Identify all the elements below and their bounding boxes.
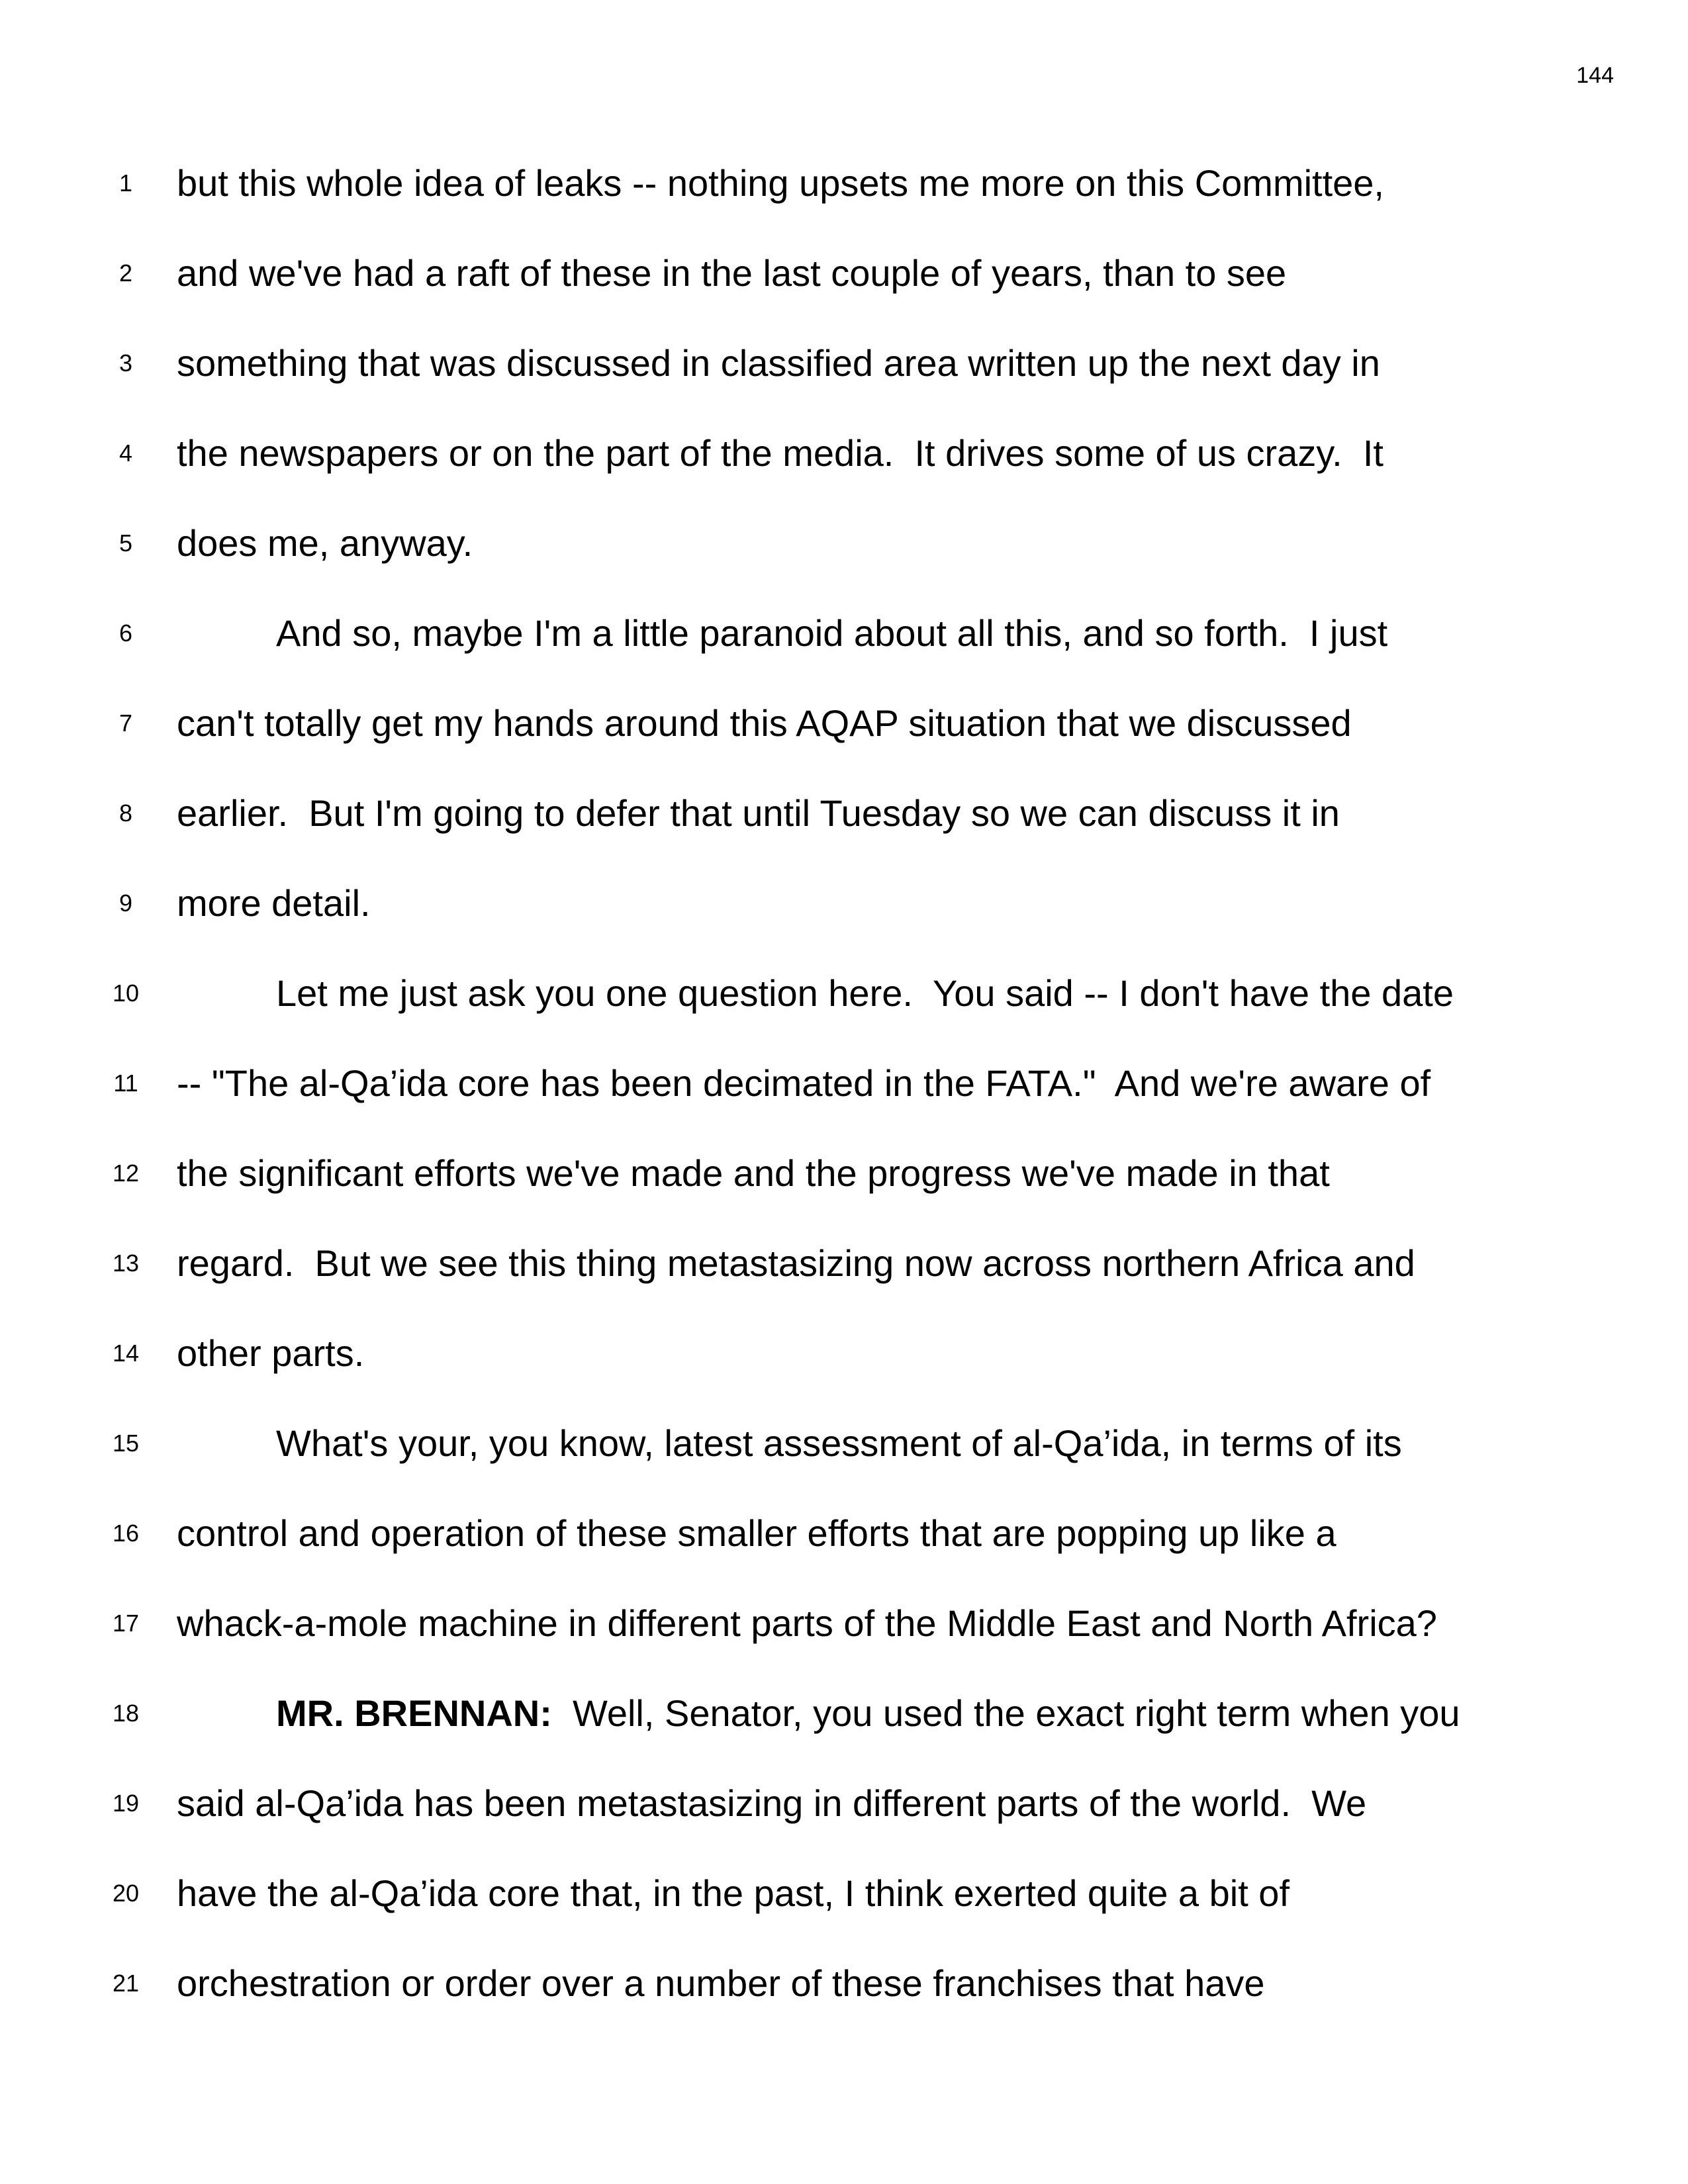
line-number: 3 <box>118 349 133 377</box>
speech-text: Well, Senator, you used the exact right term when you <box>551 1692 1460 1734</box>
line-number: 14 <box>112 1340 140 1367</box>
transcript-line <box>0 1668 1688 1758</box>
line-text: control and operation of these smaller efforts that are popping up like a <box>177 1512 1336 1554</box>
line-number: 1 <box>118 169 133 197</box>
line-text <box>276 1668 1460 1758</box>
line-number: 17 <box>112 1610 140 1637</box>
line-number: 2 <box>118 259 133 287</box>
transcript-line <box>0 1578 1688 1668</box>
transcript-line <box>0 138 1688 228</box>
line-text: And so, maybe I'm a little paranoid about all this, and so forth. I just <box>276 612 1388 654</box>
line-text: more detail. <box>177 882 371 924</box>
transcript-line <box>0 318 1688 408</box>
line-text: said al-Qa’ida has been metastasizing in different parts of the world. We <box>177 1782 1367 1824</box>
transcript-line <box>0 1218 1688 1308</box>
line-number: 6 <box>118 619 133 647</box>
line-text: the newspapers or on the part of the media. It drives some of us crazy. It <box>177 432 1383 474</box>
line-text: -- "The al-Qa’ida core has been decimated in the FATA." And we're aware of <box>177 1062 1431 1104</box>
transcript-line <box>0 1488 1688 1578</box>
line-text: and we've had a raft of these in the last couple of years, than to see <box>177 252 1287 294</box>
line-text: the significant efforts we've made and the progress we've made in that <box>177 1152 1330 1194</box>
line-text: regard. But we see this thing metastasizing now across northern Africa and <box>177 1242 1415 1284</box>
transcript-line <box>0 1128 1688 1218</box>
line-number: 12 <box>112 1160 140 1187</box>
transcript-line <box>0 408 1688 498</box>
transcript-line <box>0 1848 1688 1938</box>
line-number: 9 <box>118 889 133 917</box>
line-number: 15 <box>112 1430 140 1457</box>
transcript-line <box>0 768 1688 858</box>
line-number: 21 <box>112 1970 140 1997</box>
line-text: have the al-Qa’ida core that, in the past, I think exerted quite a bit of <box>177 1872 1290 1914</box>
line-number: 7 <box>118 709 133 737</box>
transcript-body <box>0 138 1688 2028</box>
line-text: other parts. <box>177 1332 365 1374</box>
transcript-line <box>0 1758 1688 1848</box>
line-number: 16 <box>112 1520 140 1547</box>
line-text: can't totally get my hands around this AQAP situation that we discussed <box>177 702 1352 744</box>
line-text: orchestration or order over a number of these franchises that have <box>177 1962 1265 2004</box>
speaker-name: MR. BRENNAN: <box>276 1692 552 1734</box>
transcript-line <box>0 858 1688 948</box>
transcript-line <box>0 1038 1688 1128</box>
page-number: 144 <box>1576 63 1614 88</box>
line-number: 10 <box>112 979 140 1007</box>
transcript-line <box>0 1938 1688 2028</box>
transcript-line <box>0 228 1688 318</box>
line-number: 18 <box>112 1700 140 1727</box>
line-text: but this whole idea of leaks -- nothing upsets me more on this Committee, <box>177 162 1384 204</box>
transcript-line <box>0 588 1688 678</box>
line-number: 19 <box>112 1790 140 1817</box>
line-text: Let me just ask you one question here. You said -- I don't have the date <box>276 972 1454 1014</box>
line-number: 5 <box>118 529 133 557</box>
line-number: 20 <box>112 1880 140 1907</box>
line-number: 4 <box>118 439 133 467</box>
line-number: 13 <box>112 1250 140 1277</box>
transcript-line <box>0 1398 1688 1488</box>
line-text: something that was discussed in classified area written up the next day in <box>177 342 1380 384</box>
transcript-line <box>0 498 1688 588</box>
line-text: earlier. But I'm going to defer that until Tuesday so we can discuss it in <box>177 792 1340 834</box>
line-text: whack-a-mole machine in different parts of the Middle East and North Africa? <box>177 1602 1437 1644</box>
line-number: 8 <box>118 799 133 827</box>
transcript-line <box>0 948 1688 1038</box>
transcript-line <box>0 678 1688 768</box>
transcript-line <box>0 1308 1688 1398</box>
line-text: What's your, you know, latest assessment of al-Qa’ida, in terms of its <box>276 1422 1402 1464</box>
line-number: 11 <box>113 1069 138 1097</box>
line-text: does me, anyway. <box>177 522 473 564</box>
